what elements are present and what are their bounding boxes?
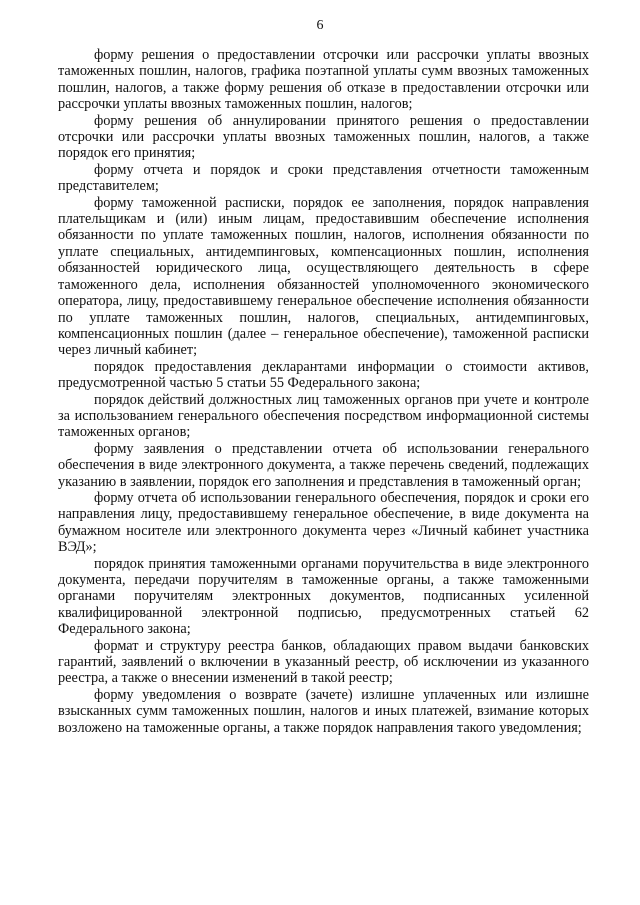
- paragraph: форму решения об аннулировании принятого решения о предоставлении отсрочки или рассрочки уплаты ввозных таможенных пошлин, налогов, а также порядок его принятия;: [58, 112, 589, 162]
- paragraph: порядок принятия таможенными органами поручительства в виде электронного документа, передачи поручителям в таможенные органы, а также таможенными органами поручителям электронных документов, подписанных усиленной квалифицированной электронной подписью, предусмотренных статьей 62 Федерального закона;: [58, 555, 589, 638]
- document-body: [58, 47, 589, 736]
- paragraph: форму таможенной расписки, порядок ее заполнения, порядок направления плательщикам и (или) иным лицам, предоставившим обеспечение исполнения обязанности по уплате таможенных пошлин, налогов, исполнения обязанности по уплате специальных, антидемпинговых, компенсационных пошлин, исполнения обязанностей юридического лица, осуществляющего деятельность в сфере таможенного дела, исполнения обязанностей уполномоченного экономического оператора, лицу, предоставившему генеральное обеспечение исполнения обязанности по уплате таможенных пошлин, налогов, специальных, антидемпинговых, компенсационных пошлин (далее – генеральное обеспечение), таможенной расписки через личный кабинет;: [58, 194, 589, 359]
- paragraph: форму заявления о представлении отчета об использовании генерального обеспечения в виде электронного документа, а также перечень сведений, подлежащих указанию в заявлении, порядок его заполнения и представления в таможенный орган;: [58, 440, 589, 490]
- paragraph: форму решения о предоставлении отсрочки или рассрочки уплаты ввозных таможенных пошлин, налогов, графика поэтапной уплаты сумм ввозных таможенных пошлин, налогов, а также форму решения об отказе в предоставлении отсрочки или рассрочки уплаты ввозных таможенных пошлин, налогов;: [58, 47, 589, 113]
- paragraph: форму уведомления о возврате (зачете) излишне уплаченных или излишне взысканных сумм таможенных пошлин, налогов и иных платежей, взимание которых возложено на таможенные органы, а также порядок направления такого уведомления;: [58, 686, 589, 736]
- paragraph: форму отчета об использовании генерального обеспечения, порядок и сроки его направления лицу, предоставившему генеральное обеспечение, в виде документа на бумажном носителе или электронного документа через «Личный кабинет участника ВЭД»;: [58, 489, 589, 556]
- paragraph: формат и структуру реестра банков, обладающих правом выдачи банковских гарантий, заявлений о включении в указанный реестр, об исключении из указанного реестра, а также о внесении изменений в такой реестр;: [58, 637, 589, 687]
- paragraph: порядок предоставления декларантами информации о стоимости активов, предусмотренной частью 5 статьи 55 Федерального закона;: [58, 358, 589, 392]
- paragraph: порядок действий должностных лиц таможенных органов при учете и контроле за использованием генерального обеспечения посредством информационной системы таможенных органов;: [58, 391, 589, 441]
- page-number: 6: [316, 18, 324, 33]
- paragraph: форму отчета и порядок и сроки представления отчетности таможенным представителем;: [58, 161, 589, 195]
